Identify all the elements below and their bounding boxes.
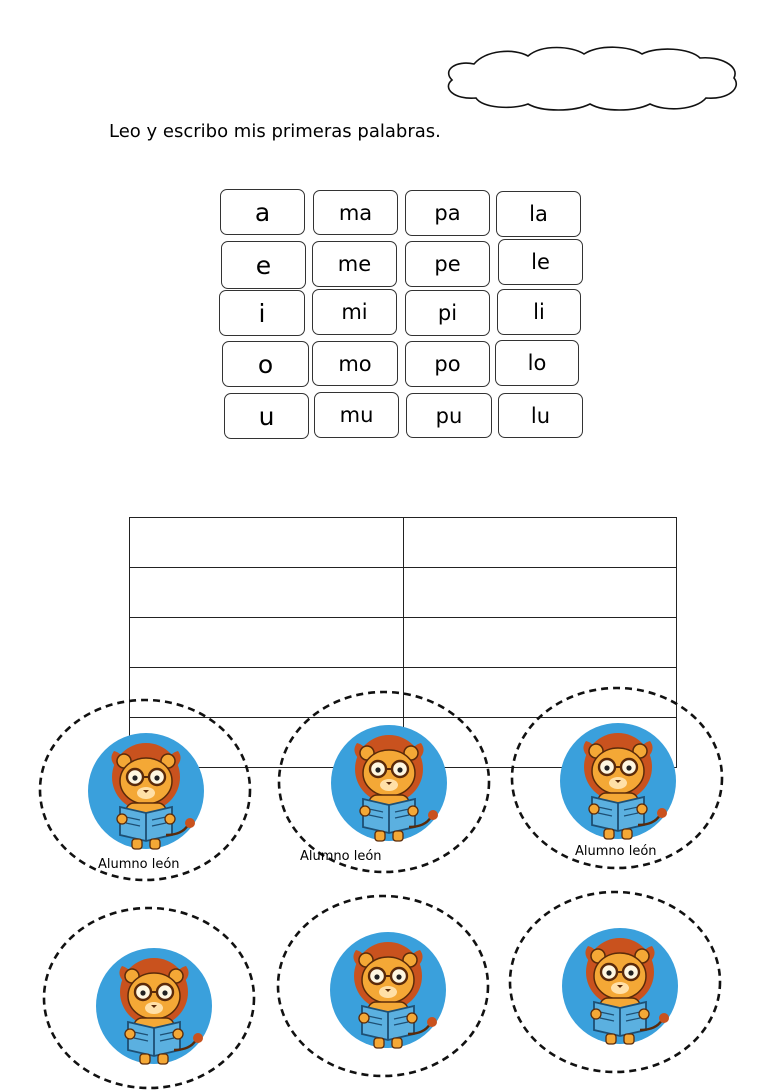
syllable-tile: pi (405, 290, 490, 336)
syllable-tile: a (220, 189, 305, 235)
syllable-tile: e (221, 241, 306, 289)
badge-label: Alumno león (300, 849, 382, 864)
syllable-tile: la (496, 191, 581, 237)
syllable-tile: pu (406, 393, 492, 438)
instruction-text: Leo y escribo mis primeras palabras. (109, 121, 441, 142)
lion-reading-icon (558, 721, 678, 841)
name-cloud[interactable] (444, 46, 742, 112)
syllable-tile: po (405, 341, 490, 387)
lion-badge (510, 686, 724, 870)
lion-badge (38, 698, 252, 882)
syllable-tile: li (497, 289, 581, 335)
syllable-tile: le (498, 239, 583, 285)
lion-badge (277, 690, 491, 874)
lion-reading-icon (328, 930, 448, 1050)
syllable-tile: pe (405, 241, 490, 287)
lion-reading-icon (560, 926, 680, 1046)
lion-badge (276, 894, 490, 1078)
lion-reading-icon (329, 723, 449, 843)
syllable-tile: lo (495, 340, 579, 386)
syllable-tile: mo (312, 341, 398, 386)
writing-cell[interactable] (130, 618, 404, 668)
syllable-tile: i (219, 290, 305, 336)
syllable-tile: u (224, 393, 309, 439)
syllable-tile: lu (498, 393, 583, 438)
writing-cell[interactable] (403, 618, 677, 668)
syllable-tile: mi (312, 289, 397, 335)
lion-reading-icon (94, 946, 214, 1066)
syllable-tile: o (222, 341, 309, 387)
writing-cell[interactable] (403, 568, 677, 618)
lion-badge (508, 890, 722, 1074)
syllable-tile: pa (405, 190, 490, 236)
writing-cell[interactable] (403, 518, 677, 568)
writing-cell[interactable] (130, 568, 404, 618)
syllable-tile: ma (313, 190, 398, 235)
badge-label: Alumno león (575, 844, 657, 859)
syllable-tile: me (312, 241, 397, 287)
syllable-tile: mu (314, 392, 399, 438)
badge-label: Alumno león (98, 857, 180, 872)
writing-cell[interactable] (130, 518, 404, 568)
lion-reading-icon (86, 731, 206, 851)
lion-badge (42, 906, 256, 1090)
